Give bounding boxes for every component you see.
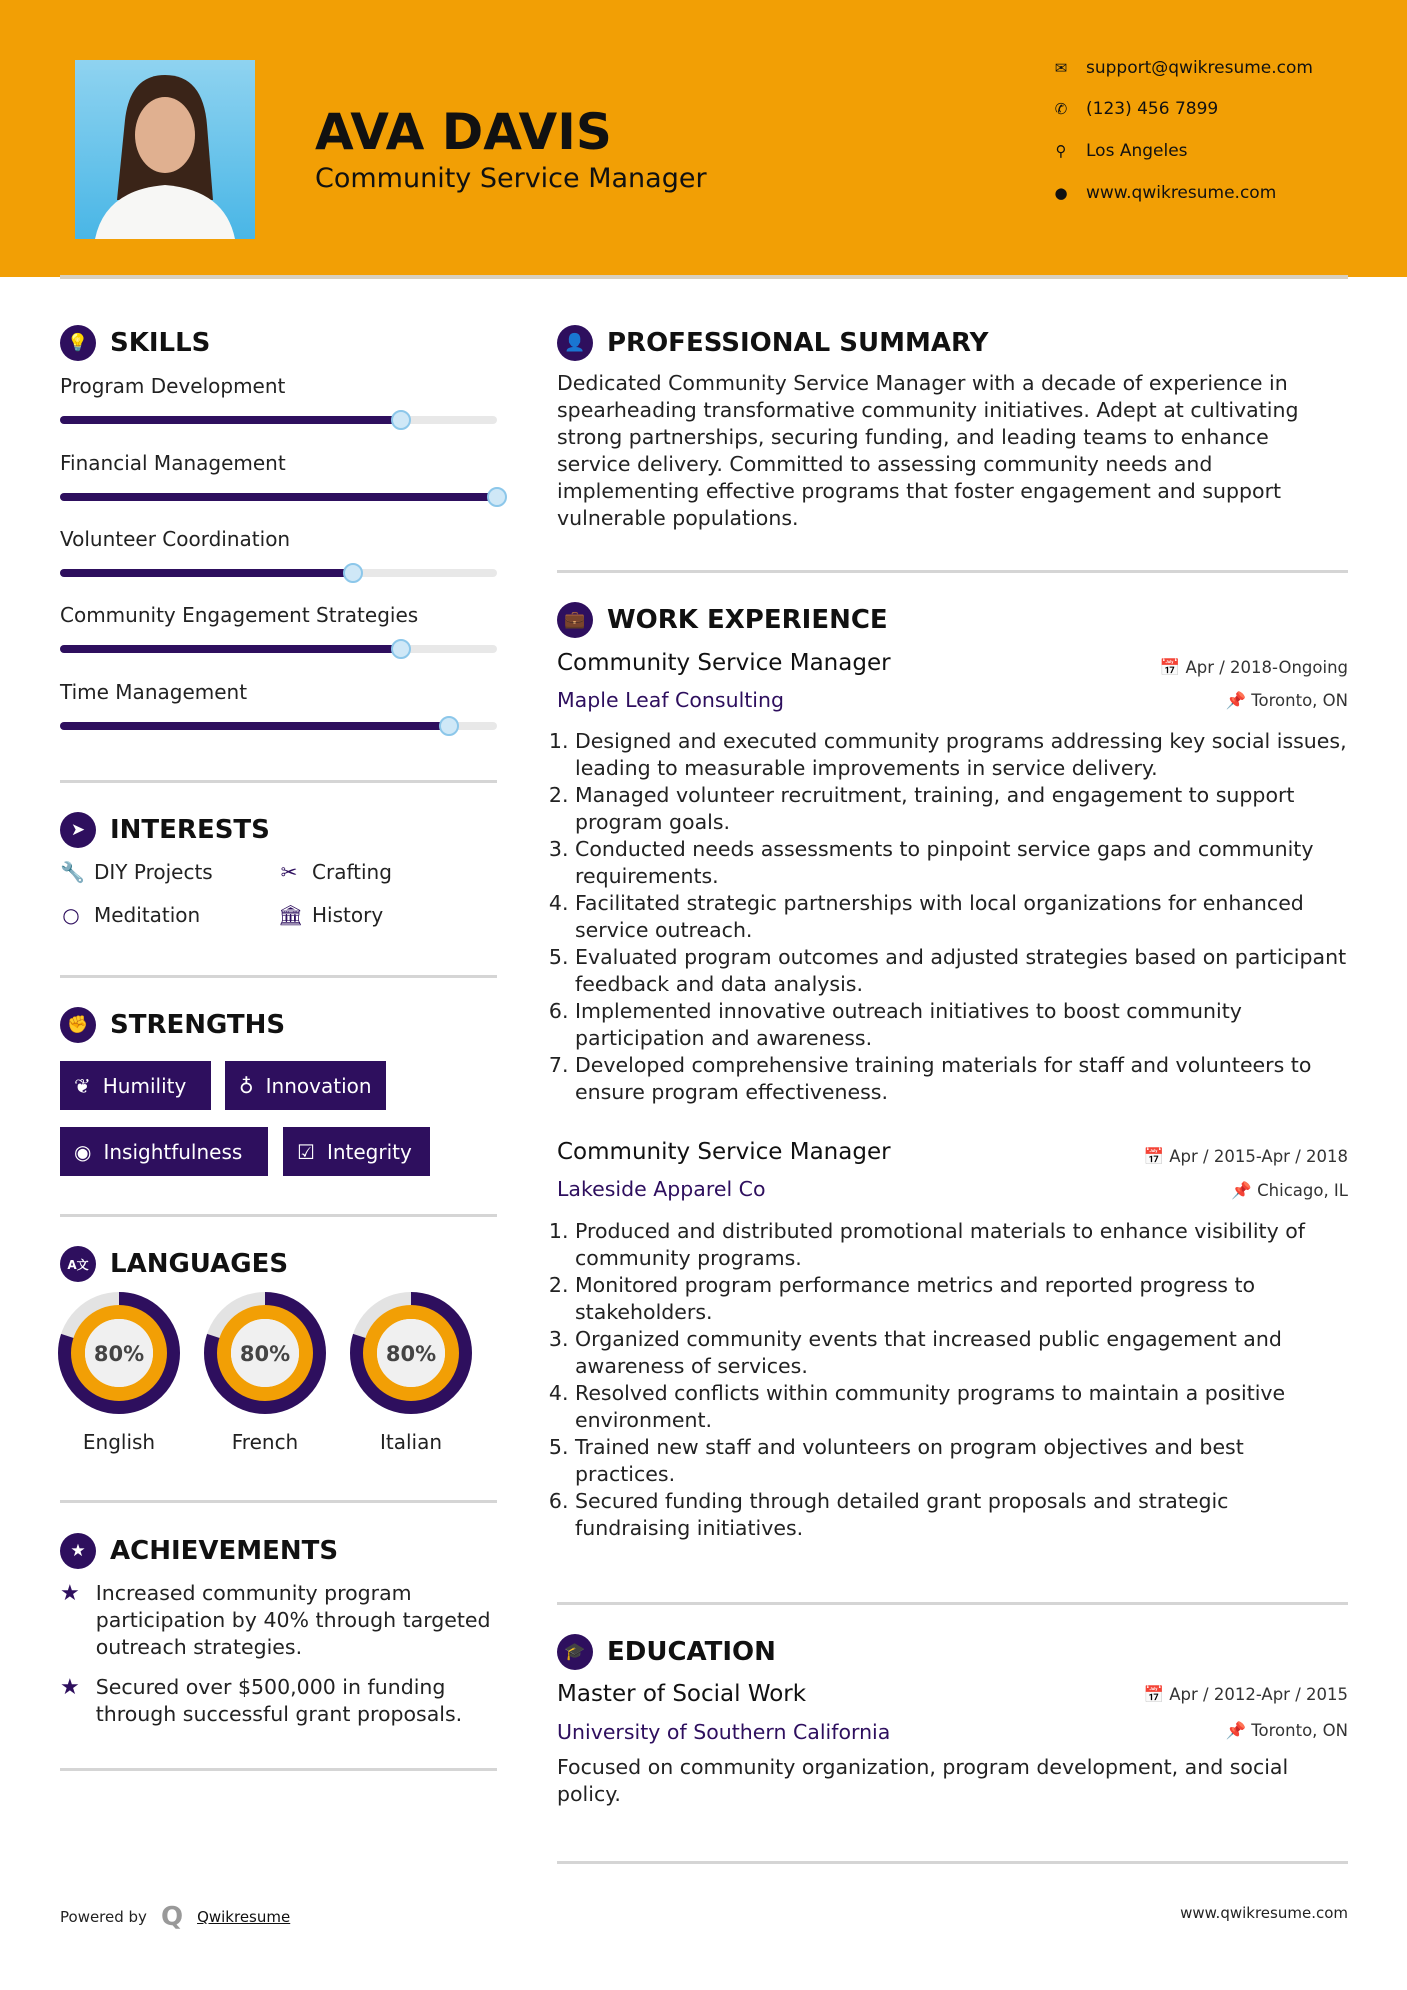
divider — [60, 1214, 497, 1217]
language-percent: 80% — [93, 1342, 145, 1366]
language-label: English — [82, 1430, 156, 1454]
job-bullet: 5. Evaluated program outcomes and adjusted strategies based on participant feedback and data analysis. — [575, 944, 1347, 998]
edu-location-text: Toronto, ON — [1251, 1721, 1348, 1740]
star-icon: ★ — [60, 1675, 80, 1700]
powered-by-text: Powered by — [60, 1908, 147, 1926]
skill-bar-fill — [60, 569, 353, 577]
languages-title: LANGUAGES — [110, 1249, 289, 1279]
skill-label: Volunteer Coordination — [60, 527, 291, 551]
strength-label: Insightfulness — [103, 1139, 243, 1164]
email-text: support@qwikresume.com — [1086, 58, 1313, 78]
divider — [60, 1500, 497, 1503]
interest-label: Crafting — [312, 860, 392, 884]
education-heading — [557, 1634, 776, 1670]
interest-item — [60, 860, 213, 884]
skill-bar — [60, 416, 497, 424]
job-bullets — [557, 728, 1347, 1106]
skill-bar-fill — [60, 493, 497, 501]
divider — [557, 570, 1348, 573]
language-label: Italian — [379, 1430, 443, 1454]
skill-bar — [60, 645, 497, 653]
job-bullet: 6. Implemented innovative outreach initiatives to boost community participation and awareness. — [575, 998, 1347, 1052]
experience-heading — [557, 602, 888, 638]
contact-website[interactable] — [1050, 183, 1276, 203]
language-percent: 80% — [239, 1342, 291, 1366]
language-label: French — [231, 1430, 299, 1454]
degree: Master of Social Work — [557, 1681, 807, 1707]
skill-bar — [60, 493, 497, 501]
job-bullet: 1. Produced and distributed promotional materials to enhance visibility of community programs. — [575, 1218, 1347, 1272]
job-bullet: 4. Facilitated strategic partnerships with local organizations for enhanced service outreach. — [575, 890, 1347, 944]
skill-bar — [60, 722, 497, 730]
scissors-icon: ✂ — [280, 860, 298, 884]
leaf-icon: ❦ — [74, 1073, 91, 1098]
skills-title: SKILLS — [110, 328, 211, 358]
contact-location — [1050, 141, 1188, 161]
experience-title: WORK EXPERIENCE — [607, 605, 888, 635]
circle-icon: ○ — [62, 903, 80, 927]
location-text: Los Angeles — [1086, 141, 1188, 161]
job-title: Community Service Manager — [557, 1139, 891, 1165]
company-name: Maple Leaf Consulting — [557, 688, 785, 712]
interest-label: History — [312, 903, 384, 927]
graduation-icon: 🎓 — [557, 1634, 593, 1670]
achievement-item — [60, 1674, 500, 1728]
edu-date: 📅 Apr / 2012-Apr / 2015 — [1143, 1685, 1348, 1704]
contact-phone[interactable] — [1050, 99, 1218, 119]
map-pin-icon: ⚲ — [1055, 142, 1067, 160]
job-bullet: 3. Conducted needs assessments to pinpoint service gaps and community requirements. — [575, 836, 1347, 890]
strengths-title: STRENGTHS — [110, 1010, 286, 1040]
edu-location: 📌 Toronto, ON — [1225, 1721, 1348, 1740]
job-bullet: 4. Resolved conflicts within community programs to maintain a positive environment. — [575, 1380, 1347, 1434]
header-divider — [60, 275, 1348, 279]
interests-heading — [60, 812, 270, 848]
job-location: 📌 Toronto, ON — [1225, 691, 1348, 710]
fist-icon: ✊ — [60, 1007, 96, 1043]
summary-heading — [557, 325, 988, 361]
strength-label: Humility — [102, 1073, 187, 1098]
strength-label: Innovation — [265, 1073, 372, 1098]
language-donut — [58, 1292, 180, 1414]
strengths-heading — [60, 1007, 285, 1043]
job-bullet: 6. Secured funding through detailed grant proposals and strategic fundraising initiatives. — [575, 1488, 1347, 1542]
footer-powered — [60, 1902, 290, 1932]
job-bullet: 1. Designed and executed community programs addressing key social issues, leading to measurable improvements in service delivery. — [575, 728, 1347, 782]
profile-photo — [75, 60, 255, 239]
job-date-text: Apr / 2015-Apr / 2018 — [1169, 1147, 1348, 1166]
languages-heading — [60, 1246, 288, 1282]
divider — [557, 1602, 1348, 1605]
achievement-item — [60, 1580, 500, 1661]
language-donut — [204, 1292, 326, 1414]
strength-badge — [225, 1061, 386, 1110]
user-icon: 👤 — [557, 325, 593, 361]
interests-title: INTERESTS — [110, 815, 270, 845]
phone-icon: ✆ — [1054, 100, 1068, 118]
qwikresume-logo-icon: Q — [160, 1902, 184, 1932]
job-date: 📅 Apr / 2015-Apr / 2018 — [1143, 1147, 1348, 1166]
website-text: www.qwikresume.com — [1086, 183, 1277, 203]
achievement-text: Secured over $500,000 in funding through successful grant proposals. — [95, 1675, 463, 1726]
achievements-title: ACHIEVEMENTS — [110, 1536, 339, 1566]
job-location-text: Chicago, IL — [1257, 1181, 1348, 1200]
skills-heading — [60, 325, 210, 361]
divider — [557, 1861, 1348, 1864]
strength-badge — [283, 1127, 430, 1176]
briefcase-icon: 💼 — [557, 602, 593, 638]
education-description: Focused on community organization, program development, and social policy. — [557, 1755, 1289, 1806]
language-percent: 80% — [385, 1342, 437, 1366]
skill-bar-knob — [343, 563, 363, 583]
language-donut — [350, 1292, 472, 1414]
paper-plane-icon: ➤ — [60, 812, 96, 848]
skill-label: Financial Management — [60, 451, 286, 475]
skill-bar-knob — [391, 410, 411, 430]
interest-item — [278, 903, 383, 927]
job-bullet: 3. Organized community events that increased public engagement and awareness of services. — [575, 1326, 1347, 1380]
job-bullet: 2. Managed volunteer recruitment, training, and engagement to support program goals. — [575, 782, 1347, 836]
skill-bar-fill — [60, 722, 449, 730]
brand-link[interactable]: Qwikresume — [197, 1908, 291, 1926]
skill-bar-knob — [391, 639, 411, 659]
candidate-name: AVA DAVIS — [315, 103, 612, 161]
summary-text: Dedicated Community Service Manager with a decade of experience in spearheading transformative community initiatives. Adept at cultivating strong partnerships, securing funding, and leading teams to enhance service delivery. Committed to assessing community needs and implementing effective programs that foster engagement and support vulnerable populations. — [557, 371, 1299, 530]
divider — [60, 780, 497, 783]
skill-bar-knob — [439, 716, 459, 736]
job-location: 📌 Chicago, IL — [1231, 1181, 1348, 1200]
wrench-icon: 🔧 — [60, 860, 85, 884]
job-location-text: Toronto, ON — [1251, 691, 1348, 710]
contact-email[interactable] — [1050, 58, 1313, 78]
eye-icon: ◉ — [74, 1139, 92, 1164]
skill-label: Program Development — [60, 374, 286, 398]
interest-item — [60, 903, 200, 927]
star-icon: ★ — [60, 1581, 80, 1606]
lightbulb-icon: 💡 — [60, 325, 96, 361]
strength-badge — [60, 1127, 268, 1176]
edu-date-text: Apr / 2012-Apr / 2015 — [1169, 1685, 1348, 1704]
job-bullet: 2. Monitored program performance metrics and reported progress to stakeholders. — [575, 1272, 1347, 1326]
candidate-title: Community Service Manager — [315, 163, 707, 194]
skill-bar-fill — [60, 416, 401, 424]
job-title: Community Service Manager — [557, 650, 891, 676]
bank-icon: 🏛 — [278, 903, 304, 927]
lightbulb-icon: ♁ — [239, 1073, 254, 1098]
interest-label: DIY Projects — [94, 860, 213, 884]
envelope-icon: ✉ — [1054, 59, 1068, 77]
company-name: Lakeside Apparel Co — [557, 1177, 766, 1201]
job-date: 📅 Apr / 2018-Ongoing — [1159, 658, 1348, 677]
strength-badge — [60, 1061, 211, 1110]
skill-bar — [60, 569, 497, 577]
phone-text: (123) 456 7899 — [1086, 99, 1219, 119]
skill-label: Time Management — [60, 680, 248, 704]
translate-icon: A文 — [60, 1246, 96, 1282]
star-icon: ★ — [60, 1533, 96, 1569]
strength-label: Integrity — [326, 1139, 412, 1164]
divider — [60, 975, 497, 978]
skill-bar-knob — [487, 487, 507, 507]
check-square-icon: ☑ — [297, 1139, 315, 1164]
achievements-heading — [60, 1533, 338, 1569]
job-bullet: 5. Trained new staff and volunteers on program objectives and best practices. — [575, 1434, 1347, 1488]
skill-label: Community Engagement Strategies — [60, 603, 419, 627]
job-bullets — [557, 1218, 1347, 1542]
job-date-text: Apr / 2018-Ongoing — [1185, 658, 1348, 677]
job-bullet: 7. Developed comprehensive training materials for staff and volunteers to ensure program effectiveness. — [575, 1052, 1347, 1106]
summary-title: PROFESSIONAL SUMMARY — [607, 328, 989, 358]
divider — [60, 1768, 497, 1771]
skill-bar-fill — [60, 645, 401, 653]
interest-label: Meditation — [94, 903, 201, 927]
achievement-text: Increased community program participation by 40% through targeted outreach strategies. — [95, 1581, 491, 1659]
globe-icon: ● — [1054, 184, 1068, 202]
footer-url[interactable]: www.qwikresume.com — [1180, 1904, 1348, 1922]
education-title: EDUCATION — [607, 1637, 776, 1667]
school-name: University of Southern California — [557, 1720, 891, 1744]
interest-item — [278, 860, 392, 884]
